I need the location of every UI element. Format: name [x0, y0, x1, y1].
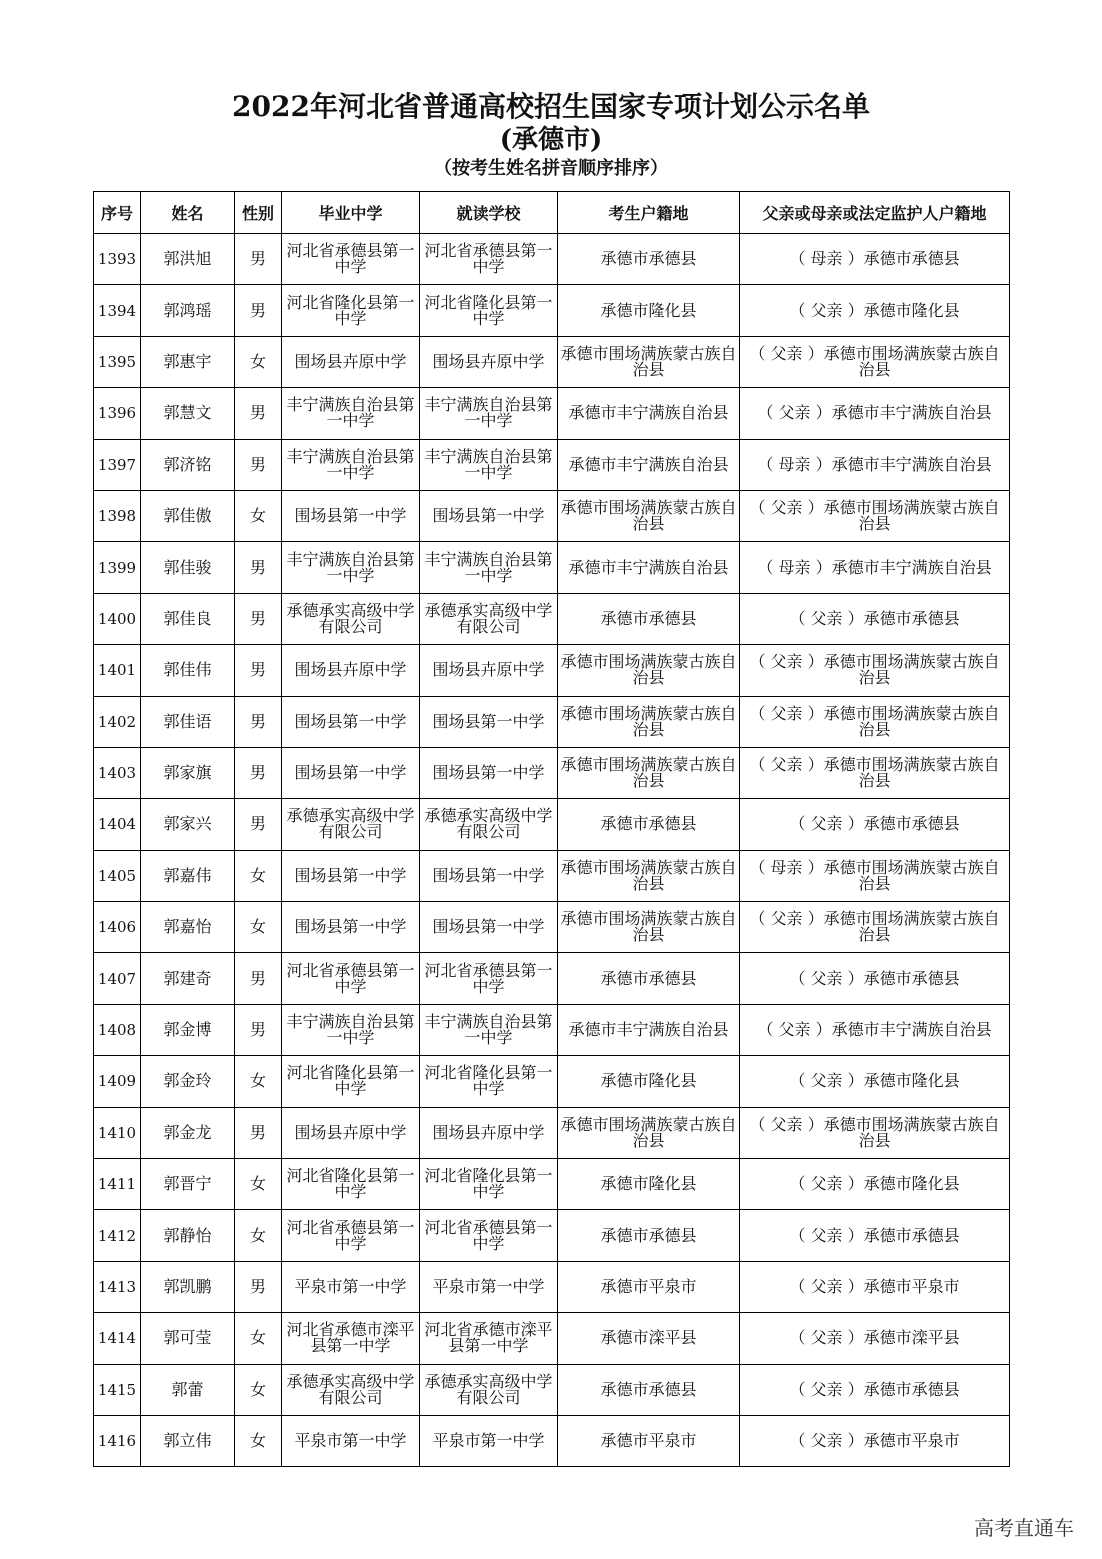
current-school-cell: 围场县第一中学	[420, 850, 558, 901]
current-school-cell: 河北省隆化县第一中学	[420, 285, 558, 336]
seq-cell: 1414	[94, 1313, 141, 1364]
seq-cell: 1400	[94, 593, 141, 644]
name-cell: 郭洪旭	[141, 234, 235, 285]
student-hukou-cell: 承德市围场满族蒙古族自治县	[558, 747, 740, 798]
graduated-school-cell: 平泉市第一中学	[282, 1415, 420, 1466]
guardian-hukou-cell: （ 父亲 ）承德市围场满族蒙古族自治县	[740, 747, 1010, 798]
gender-cell: 男	[235, 1004, 282, 1055]
graduated-school-cell: 丰宁满族自治县第一中学	[282, 1004, 420, 1055]
graduated-school-cell: 河北省承德县第一中学	[282, 234, 420, 285]
guardian-hukou-cell: （ 父亲 ）承德市丰宁满族自治县	[740, 388, 1010, 439]
guardian-hukou-cell: （ 父亲 ）承德市围场满族蒙古族自治县	[740, 336, 1010, 387]
student-hukou-cell: 承德市围场满族蒙古族自治县	[558, 850, 740, 901]
seq-cell: 1411	[94, 1159, 141, 1210]
name-cell: 郭晋宁	[141, 1159, 235, 1210]
student-hukou-cell: 承德市隆化县	[558, 285, 740, 336]
column-header-guardian-hukou: 父亲或母亲或法定监护人户籍地	[740, 192, 1010, 234]
guardian-hukou-cell: （ 父亲 ）承德市隆化县	[740, 1159, 1010, 1210]
gender-cell: 男	[235, 593, 282, 644]
table-row	[94, 1159, 1010, 1210]
student-hukou-cell: 承德市丰宁满族自治县	[558, 1004, 740, 1055]
seq-cell: 1393	[94, 234, 141, 285]
student-hukou-cell: 承德市丰宁满族自治县	[558, 542, 740, 593]
name-cell: 郭家兴	[141, 799, 235, 850]
table-row	[94, 645, 1010, 696]
guardian-hukou-cell: （ 父亲 ）承德市承德县	[740, 1364, 1010, 1415]
guardian-hukou-cell: （ 父亲 ）承德市承德县	[740, 593, 1010, 644]
current-school-cell: 围场县第一中学	[420, 696, 558, 747]
name-cell: 郭蕾	[141, 1364, 235, 1415]
gender-cell: 男	[235, 1107, 282, 1158]
graduated-school-cell: 河北省隆化县第一中学	[282, 285, 420, 336]
guardian-hukou-cell: （ 父亲 ）承德市丰宁满族自治县	[740, 1004, 1010, 1055]
student-hukou-cell: 承德市隆化县	[558, 1056, 740, 1107]
seq-cell: 1399	[94, 542, 141, 593]
current-school-cell: 围场县卉原中学	[420, 645, 558, 696]
table-header-row	[94, 192, 1010, 234]
seq-cell: 1416	[94, 1415, 141, 1466]
graduated-school-cell: 围场县第一中学	[282, 490, 420, 541]
current-school-cell: 平泉市第一中学	[420, 1415, 558, 1466]
graduated-school-cell: 承德承实高级中学有限公司	[282, 593, 420, 644]
seq-cell: 1415	[94, 1364, 141, 1415]
name-cell: 郭建奇	[141, 953, 235, 1004]
guardian-hukou-cell: （ 父亲 ）承德市围场满族蒙古族自治县	[740, 490, 1010, 541]
column-header-gender: 性别	[235, 192, 282, 234]
current-school-cell: 围场县第一中学	[420, 747, 558, 798]
seq-cell: 1398	[94, 490, 141, 541]
table-row	[94, 1415, 1010, 1466]
seq-cell: 1395	[94, 336, 141, 387]
name-cell: 郭立伟	[141, 1415, 235, 1466]
seq-cell: 1406	[94, 902, 141, 953]
table-row	[94, 336, 1010, 387]
student-hukou-cell: 承德市承德县	[558, 799, 740, 850]
gender-cell: 女	[235, 902, 282, 953]
graduated-school-cell: 围场县第一中学	[282, 850, 420, 901]
student-hukou-cell: 承德市隆化县	[558, 1159, 740, 1210]
guardian-hukou-cell: （ 父亲 ）承德市平泉市	[740, 1415, 1010, 1466]
guardian-hukou-cell: （ 父亲 ）承德市围场满族蒙古族自治县	[740, 696, 1010, 747]
guardian-hukou-cell: （ 母亲 ）承德市围场满族蒙古族自治县	[740, 850, 1010, 901]
table-row	[94, 1210, 1010, 1261]
current-school-cell: 平泉市第一中学	[420, 1261, 558, 1312]
graduated-school-cell: 丰宁满族自治县第一中学	[282, 542, 420, 593]
current-school-cell: 围场县第一中学	[420, 490, 558, 541]
name-cell: 郭金博	[141, 1004, 235, 1055]
guardian-hukou-cell: （ 父亲 ）承德市围场满族蒙古族自治县	[740, 645, 1010, 696]
page-subtitle: (承德市)	[499, 125, 603, 155]
sort-note: （按考生姓名拼音顺序排序）	[434, 158, 668, 179]
table-row	[94, 850, 1010, 901]
name-cell: 郭佳傲	[141, 490, 235, 541]
name-cell: 郭家旗	[141, 747, 235, 798]
table-row	[94, 1364, 1010, 1415]
gender-cell: 男	[235, 234, 282, 285]
seq-cell: 1412	[94, 1210, 141, 1261]
gender-cell: 男	[235, 645, 282, 696]
gender-cell: 女	[235, 1210, 282, 1261]
current-school-cell: 丰宁满族自治县第一中学	[420, 1004, 558, 1055]
guardian-hukou-cell: （ 母亲 ）承德市丰宁满族自治县	[740, 439, 1010, 490]
table-row	[94, 593, 1010, 644]
seq-cell: 1408	[94, 1004, 141, 1055]
graduated-school-cell: 河北省隆化县第一中学	[282, 1159, 420, 1210]
guardian-hukou-cell: （ 母亲 ）承德市承德县	[740, 234, 1010, 285]
name-cell: 郭佳伟	[141, 645, 235, 696]
seq-cell: 1410	[94, 1107, 141, 1158]
table-row	[94, 1004, 1010, 1055]
name-cell: 郭佳良	[141, 593, 235, 644]
gender-cell: 男	[235, 1261, 282, 1312]
seq-cell: 1409	[94, 1056, 141, 1107]
current-school-cell: 丰宁满族自治县第一中学	[420, 542, 558, 593]
gender-cell: 女	[235, 1313, 282, 1364]
seq-cell: 1403	[94, 747, 141, 798]
current-school-cell: 围场县第一中学	[420, 902, 558, 953]
current-school-cell: 丰宁满族自治县第一中学	[420, 439, 558, 490]
current-school-cell: 河北省隆化县第一中学	[420, 1056, 558, 1107]
gender-cell: 男	[235, 696, 282, 747]
page-title: 2022年河北省普通高校招生国家专项计划公示名单	[232, 90, 870, 123]
seq-cell: 1396	[94, 388, 141, 439]
seq-cell: 1397	[94, 439, 141, 490]
current-school-cell: 河北省承德县第一中学	[420, 1210, 558, 1261]
gender-cell: 男	[235, 799, 282, 850]
watermark: 高考直通车	[974, 1516, 1074, 1540]
graduated-school-cell: 丰宁满族自治县第一中学	[282, 388, 420, 439]
graduated-school-cell: 围场县第一中学	[282, 696, 420, 747]
student-hukou-cell: 承德市承德县	[558, 1364, 740, 1415]
current-school-cell: 河北省承德县第一中学	[420, 234, 558, 285]
graduated-school-cell: 围场县卉原中学	[282, 645, 420, 696]
table-row	[94, 747, 1010, 798]
guardian-hukou-cell: （ 父亲 ）承德市承德县	[740, 953, 1010, 1004]
graduated-school-cell: 河北省隆化县第一中学	[282, 1056, 420, 1107]
name-cell: 郭鸿瑶	[141, 285, 235, 336]
graduated-school-cell: 丰宁满族自治县第一中学	[282, 439, 420, 490]
name-cell: 郭慧文	[141, 388, 235, 439]
name-cell: 郭金玲	[141, 1056, 235, 1107]
table-row	[94, 1056, 1010, 1107]
roster-table	[93, 191, 1010, 1467]
table-row	[94, 388, 1010, 439]
column-header-current-school: 就读学校	[420, 192, 558, 234]
name-cell: 郭惠宇	[141, 336, 235, 387]
name-cell: 郭静怡	[141, 1210, 235, 1261]
seq-cell: 1402	[94, 696, 141, 747]
student-hukou-cell: 承德市丰宁满族自治县	[558, 439, 740, 490]
graduated-school-cell: 河北省承德市滦平县第一中学	[282, 1313, 420, 1364]
graduated-school-cell: 围场县卉原中学	[282, 336, 420, 387]
gender-cell: 男	[235, 953, 282, 1004]
gender-cell: 男	[235, 542, 282, 593]
gender-cell: 女	[235, 1159, 282, 1210]
gender-cell: 男	[235, 388, 282, 439]
graduated-school-cell: 河北省承德县第一中学	[282, 1210, 420, 1261]
seq-cell: 1394	[94, 285, 141, 336]
seq-cell: 1404	[94, 799, 141, 850]
name-cell: 郭金龙	[141, 1107, 235, 1158]
table-row	[94, 490, 1010, 541]
student-hukou-cell: 承德市平泉市	[558, 1415, 740, 1466]
seq-cell: 1407	[94, 953, 141, 1004]
student-hukou-cell: 承德市平泉市	[558, 1261, 740, 1312]
gender-cell: 女	[235, 1364, 282, 1415]
gender-cell: 女	[235, 336, 282, 387]
seq-cell: 1405	[94, 850, 141, 901]
guardian-hukou-cell: （ 父亲 ）承德市平泉市	[740, 1261, 1010, 1312]
column-header-seq: 序号	[94, 192, 141, 234]
name-cell: 郭凯鹏	[141, 1261, 235, 1312]
gender-cell: 男	[235, 285, 282, 336]
current-school-cell: 丰宁满族自治县第一中学	[420, 388, 558, 439]
table-row	[94, 1313, 1010, 1364]
graduated-school-cell: 承德承实高级中学有限公司	[282, 799, 420, 850]
current-school-cell: 围场县卉原中学	[420, 1107, 558, 1158]
student-hukou-cell: 承德市丰宁满族自治县	[558, 388, 740, 439]
student-hukou-cell: 承德市围场满族蒙古族自治县	[558, 1107, 740, 1158]
guardian-hukou-cell: （ 父亲 ）承德市承德县	[740, 799, 1010, 850]
name-cell: 郭嘉伟	[141, 850, 235, 901]
student-hukou-cell: 承德市围场满族蒙古族自治县	[558, 336, 740, 387]
seq-cell: 1401	[94, 645, 141, 696]
guardian-hukou-cell: （ 父亲 ）承德市滦平县	[740, 1313, 1010, 1364]
table-row	[94, 953, 1010, 1004]
student-hukou-cell: 承德市围场满族蒙古族自治县	[558, 902, 740, 953]
seq-cell: 1413	[94, 1261, 141, 1312]
graduated-school-cell: 承德承实高级中学有限公司	[282, 1364, 420, 1415]
guardian-hukou-cell: （ 父亲 ）承德市承德县	[740, 1210, 1010, 1261]
student-hukou-cell: 承德市围场满族蒙古族自治县	[558, 645, 740, 696]
table-row	[94, 902, 1010, 953]
student-hukou-cell: 承德市承德县	[558, 593, 740, 644]
guardian-hukou-cell: （ 父亲 ）承德市隆化县	[740, 285, 1010, 336]
current-school-cell: 承德承实高级中学有限公司	[420, 593, 558, 644]
gender-cell: 女	[235, 1056, 282, 1107]
guardian-hukou-cell: （ 母亲 ）承德市丰宁满族自治县	[740, 542, 1010, 593]
guardian-hukou-cell: （ 父亲 ）承德市围场满族蒙古族自治县	[740, 1107, 1010, 1158]
table-row	[94, 285, 1010, 336]
student-hukou-cell: 承德市滦平县	[558, 1313, 740, 1364]
current-school-cell: 承德承实高级中学有限公司	[420, 1364, 558, 1415]
name-cell: 郭济铭	[141, 439, 235, 490]
name-cell: 郭佳骏	[141, 542, 235, 593]
current-school-cell: 围场县卉原中学	[420, 336, 558, 387]
graduated-school-cell: 河北省承德县第一中学	[282, 953, 420, 1004]
current-school-cell: 河北省承德县第一中学	[420, 953, 558, 1004]
name-cell: 郭佳语	[141, 696, 235, 747]
graduated-school-cell: 平泉市第一中学	[282, 1261, 420, 1312]
student-hukou-cell: 承德市围场满族蒙古族自治县	[558, 490, 740, 541]
gender-cell: 男	[235, 747, 282, 798]
student-hukou-cell: 承德市围场满族蒙古族自治县	[558, 696, 740, 747]
student-hukou-cell: 承德市承德县	[558, 953, 740, 1004]
table-row	[94, 799, 1010, 850]
name-cell: 郭嘉怡	[141, 902, 235, 953]
guardian-hukou-cell: （ 父亲 ）承德市围场满族蒙古族自治县	[740, 902, 1010, 953]
table-row	[94, 1261, 1010, 1312]
gender-cell: 女	[235, 490, 282, 541]
table-row	[94, 696, 1010, 747]
student-hukou-cell: 承德市承德县	[558, 234, 740, 285]
current-school-cell: 河北省隆化县第一中学	[420, 1159, 558, 1210]
graduated-school-cell: 围场县第一中学	[282, 902, 420, 953]
current-school-cell: 河北省承德市滦平县第一中学	[420, 1313, 558, 1364]
name-cell: 郭可莹	[141, 1313, 235, 1364]
student-hukou-cell: 承德市承德县	[558, 1210, 740, 1261]
column-header-graduated-school: 毕业中学	[282, 192, 420, 234]
table-row	[94, 1107, 1010, 1158]
table-row	[94, 439, 1010, 490]
guardian-hukou-cell: （ 父亲 ）承德市隆化县	[740, 1056, 1010, 1107]
gender-cell: 女	[235, 1415, 282, 1466]
graduated-school-cell: 围场县第一中学	[282, 747, 420, 798]
gender-cell: 男	[235, 439, 282, 490]
current-school-cell: 承德承实高级中学有限公司	[420, 799, 558, 850]
table-row	[94, 542, 1010, 593]
gender-cell: 女	[235, 850, 282, 901]
column-header-student-hukou: 考生户籍地	[558, 192, 740, 234]
table-row	[94, 234, 1010, 285]
column-header-name: 姓名	[141, 192, 235, 234]
graduated-school-cell: 围场县卉原中学	[282, 1107, 420, 1158]
